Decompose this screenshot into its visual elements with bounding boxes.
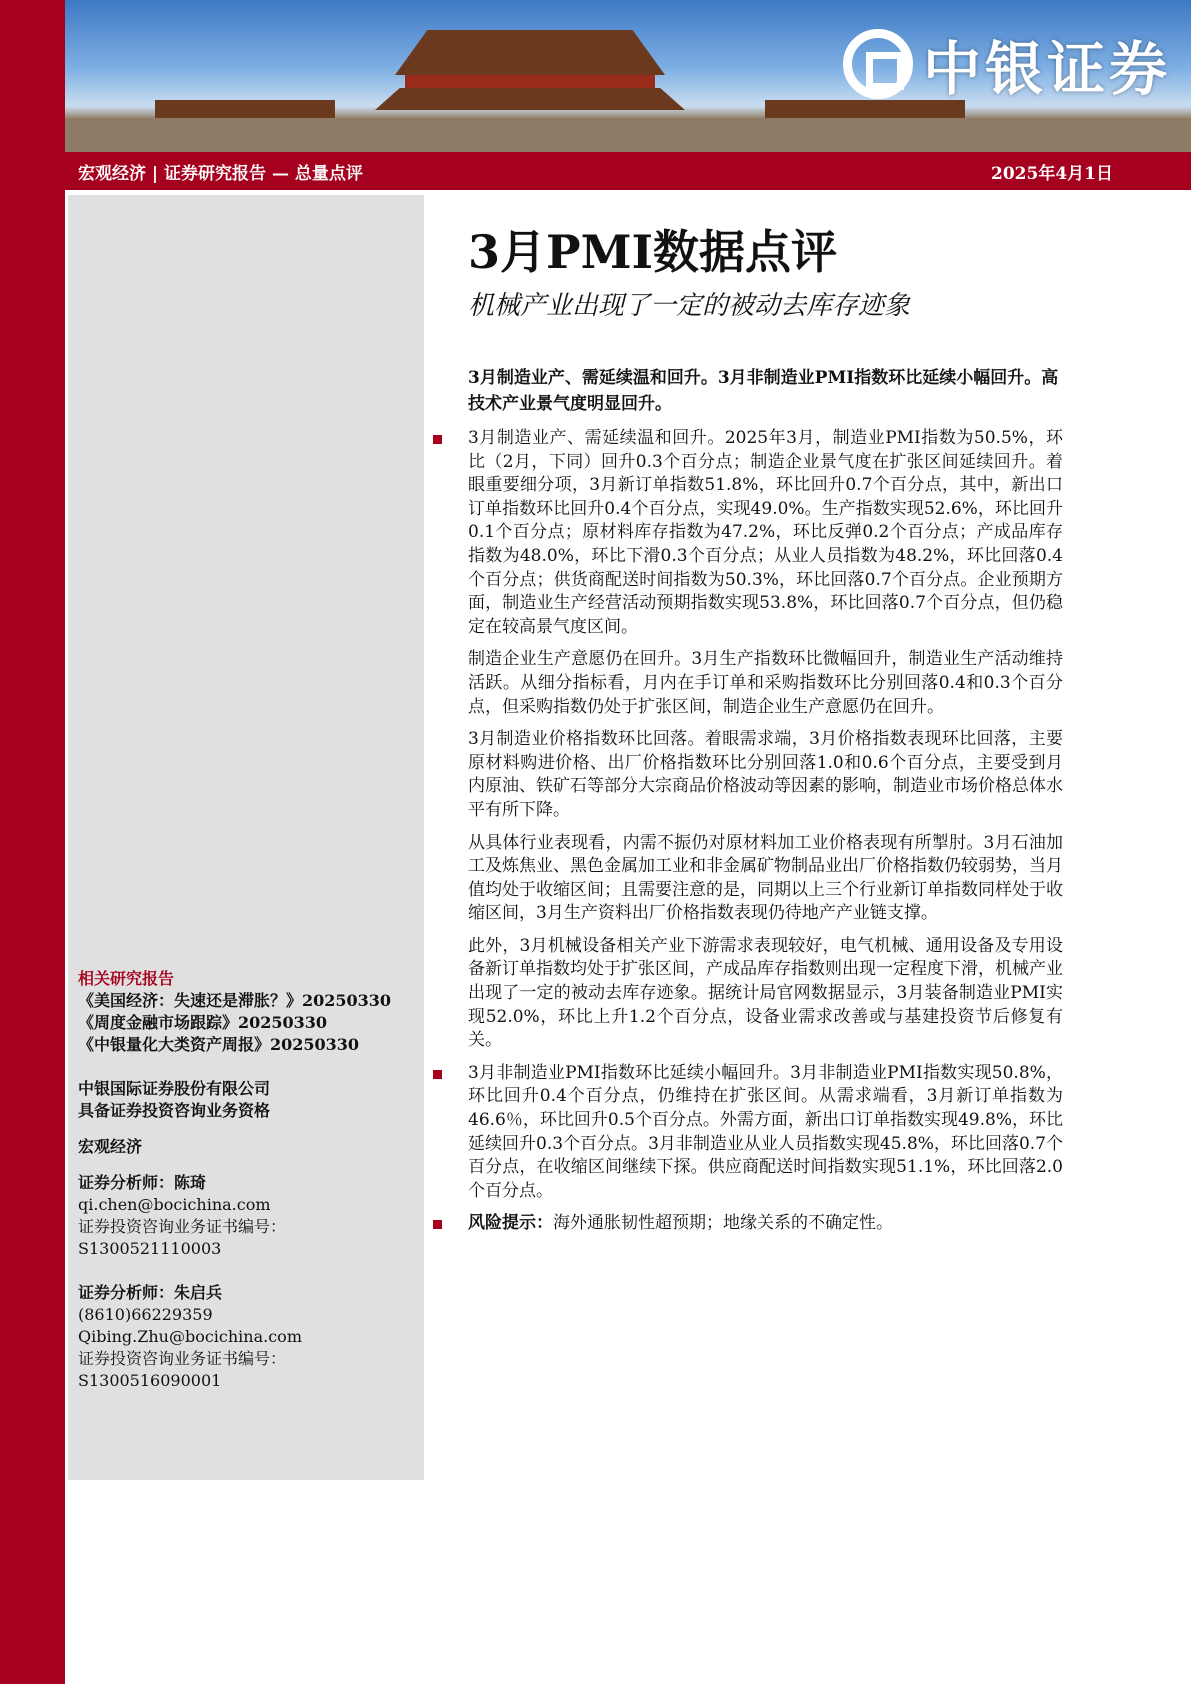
- boc-logo-icon: [843, 29, 913, 99]
- paragraph: 从具体行业表现看，内需不振仍对原材料加工业价格表现有所掣肘。3月石油加工及炼焦业、黑色金属加工业和非金属矿物制品业出厂价格指数仍较弱势，当月值均处于收缩区间；且需要注意的是，同期以上三个行业新订单指数同样处于收缩区间，3月生产资料出厂价格指数表现仍待地产产业链支撑。: [468, 832, 1063, 924]
- report-category-band: [65, 152, 1191, 190]
- left-brand-bar: [0, 0, 65, 1684]
- header-banner-image: [65, 0, 1191, 152]
- qualification: 具备证券投资咨询业务资格: [78, 1101, 271, 1120]
- analyst-phone: (8610)66229359: [78, 1305, 213, 1324]
- page-title: 3月PMI数据点评: [468, 225, 838, 279]
- paragraph: 3月非制造业PMI指数环比延续小幅回升。3月非制造业PMI指数实现50.8%，环比回升0.4个百分点，仍维持在扩张区间。从需求端看，3月新订单指数为46.6％，环比回升0.5个百分点。外需方面，新出口订单指数实现49.8%，环比延续回升0.3个百分点。3月非制造业从业人员指数实现45.8%，环比回落0.7个百分点，在收缩区间继续下探。供应商配送时间指数实现51.1%，环比回落2.0个百分点。: [468, 1062, 1063, 1204]
- related-report[interactable]: 《周度金融市场跟踪》20250330: [78, 1013, 328, 1032]
- analyst-cert: 证券投资咨询业务证书编号：S1300521110003: [78, 1217, 287, 1258]
- related-reports-title: 相关研究报告: [78, 969, 175, 988]
- paragraph: 制造企业生产意愿仍在回升。3月生产指数环比微幅回升，制造业生产活动维持活跃。从细分指标看，月内在手订单和采购指数环比分别回落0.4和0.3个百分点，但采购指数仍处于扩张区间，制造企业生产意愿仍在回升。: [468, 649, 1063, 717]
- paragraph: 此外，3月机械设备相关产业下游需求表现较好，电气机械、通用设备及专用设备新订单指数均处于扩张区间，产成品库存指数则出现一定程度下滑，机械产业出现了一定的被动去库存迹象。据统计局官网数据显示，3月装备制造业PMI实现52.0%，环比上升1.2个百分点，设备业需求改善或与基建投资节后修复有关。: [468, 935, 1063, 1051]
- paragraph: 3月制造业产、需延续温和回升。2025年3月，制造业PMI指数为50.5%，环比（2月，下同）回升0.3个百分点；制造企业景气度在扩张区间延续回升。着眼重要细分项，3月新订单指数51.8%，环比回升0.7个百分点，其中，新出口订单指数环比回升0.4个百分点，实现49.0%。生产指数实现52.6%，环比回升0.1个百分点；原材料库存指数为47.2%，环比反弹0.2个百分点；产成品库存指数为48.0%，环比下滑0.3个百分点；从业人员指数为48.2%，环比回落0.4个百分点；供货商配送时间指数为50.3%，环比回落0.7个百分点。企业预期方面，制造业生产经营活动预期指数实现53.8%，环比回落0.7个百分点，但仍稳定在较高景气度区间。: [468, 427, 1063, 639]
- paragraph: 3月制造业价格指数环比回落。着眼需求端，3月价格指数表现环比回落，主要原材料购进价格、出厂价格指数环比分别回落1.0和0.6个百分点，主要受到月内原油、铁矿石等部分大宗商品价格波动等因素的影响，制造业市场价格总体水平有所下降。: [468, 729, 1063, 820]
- report-body: [468, 427, 1063, 1245]
- related-report[interactable]: 《中银量化大类资产周报》20250330: [78, 1035, 360, 1054]
- analyst-name: 证券分析师：朱启兵: [78, 1283, 223, 1302]
- analyst-cert: 证券投资咨询业务证书编号：S1300516090001: [78, 1349, 287, 1390]
- sector: 宏观经济: [78, 1137, 143, 1156]
- related-report[interactable]: 《美国经济：失速还是滞胀？》20250330: [78, 991, 392, 1010]
- analyst-name: 证券分析师：陈琦: [78, 1173, 207, 1192]
- risk-paragraph: [468, 1212, 1063, 1236]
- company-name: 中银国际证券股份有限公司: [78, 1079, 271, 1098]
- analyst-email[interactable]: qi.chen@bocichina.com: [78, 1195, 271, 1214]
- analyst-email[interactable]: Qibing.Zhu@bocichina.com: [78, 1327, 302, 1346]
- risk-text: 海外通胀韧性超预期；地缘关系的不确定性。: [553, 1213, 893, 1234]
- company-logo: 中银证券: [843, 22, 1171, 106]
- sidebar-content: [78, 968, 423, 1392]
- summary: 3月制造业产、需延续温和回升。3月非制造业PMI指数环比延续小幅回升。高技术产业景气度明显回升。: [468, 368, 1059, 414]
- report-category: 宏观经济 | 证券研究报告 — 总量点评: [78, 163, 363, 184]
- page-subtitle: 机械产业出现了一定的被动去库存迹象: [468, 291, 911, 321]
- report-date: 2025年4月1日: [991, 163, 1113, 184]
- risk-label: 风险提示：: [468, 1213, 553, 1234]
